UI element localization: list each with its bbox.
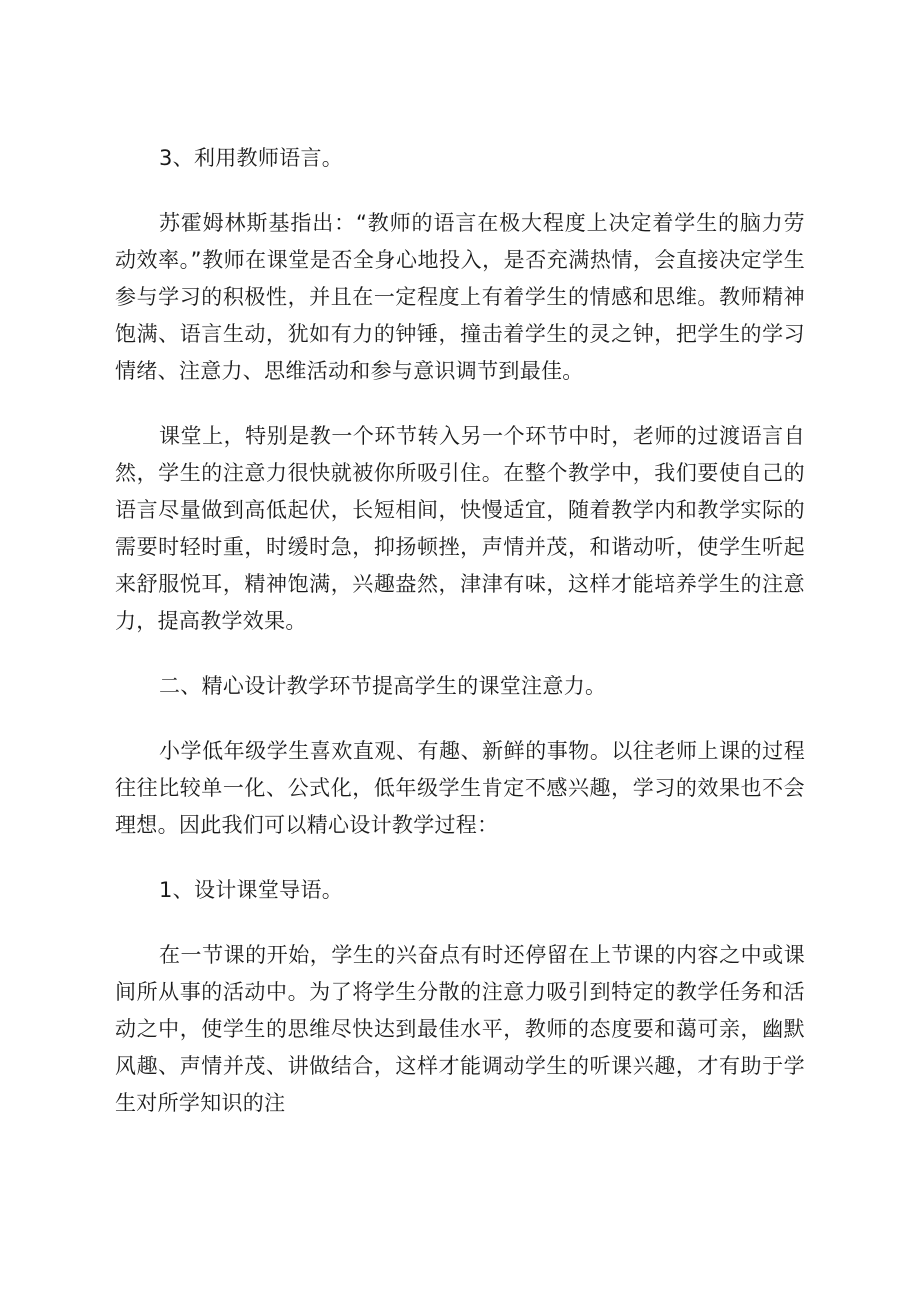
paragraph-transition-language: 课堂上，特别是教一个环节转入另一个环节中时，老师的过渡语言自然，学生的注意力很快就被你所吸引住。在整个教学中，我们要使自己的语言尽量做到高低起伏，长短相间，快慢适宜，随着教学内和教学实际的需要时轻时重，时缓时急，抑扬顿挫，声情并茂，和谐动听，使学生听起来舒服悦耳，精神饱满，兴趣盎然，津津有味，这样才能培养学生的注意力，提高教学效果。 [115, 424, 805, 633]
section-heading-lesson-intro: 1、设计课堂导语。 [159, 878, 344, 902]
document-body [115, 140, 805, 1150]
section-heading-teacher-language: 3、利用教师语言。 [159, 146, 344, 170]
paragraph-young-students-interest: 小学低年级学生喜欢直观、有趣、新鲜的事物。以往老师上课的过程往往比较单一化、公式化，低年级学生肯定不感兴趣，学习的效果也不会理想。因此我们可以精心设计教学过程： [115, 739, 805, 837]
paragraph-lesson-opening: 在一节课的开始，学生的兴奋点有时还停留在上节课的内容之中或课间所从事的活动中。为了将学生分散的注意力吸引到特定的教学任务和活动之中，使学生的思维尽快达到最佳水平，教师的态度要和蔼可亲，幽默风趣、声情并茂、讲做结合，这样才能调动学生的听课兴趣，才有助于学生对所学知识的注 [115, 943, 805, 1115]
section-heading-teaching-design: 二、精心设计教学环节提高学生的课堂注意力。 [159, 674, 607, 698]
paragraph-sukhomlinsky-quote: 苏霍姆林斯基指出：“教师的语言在极大程度上决定着学生的脑力劳动效率。”教师在课堂是否全身心地投入，是否充满热情，会直接决定学生参与学习的积极性，并且在一定程度上有着学生的情感和思维。教师精神饱满、语言生动，犹如有力的钟锤，撞击着学生的灵之钟，把学生的学习情绪、注意力、思维活动和参与意识调节到最佳。 [115, 211, 805, 383]
